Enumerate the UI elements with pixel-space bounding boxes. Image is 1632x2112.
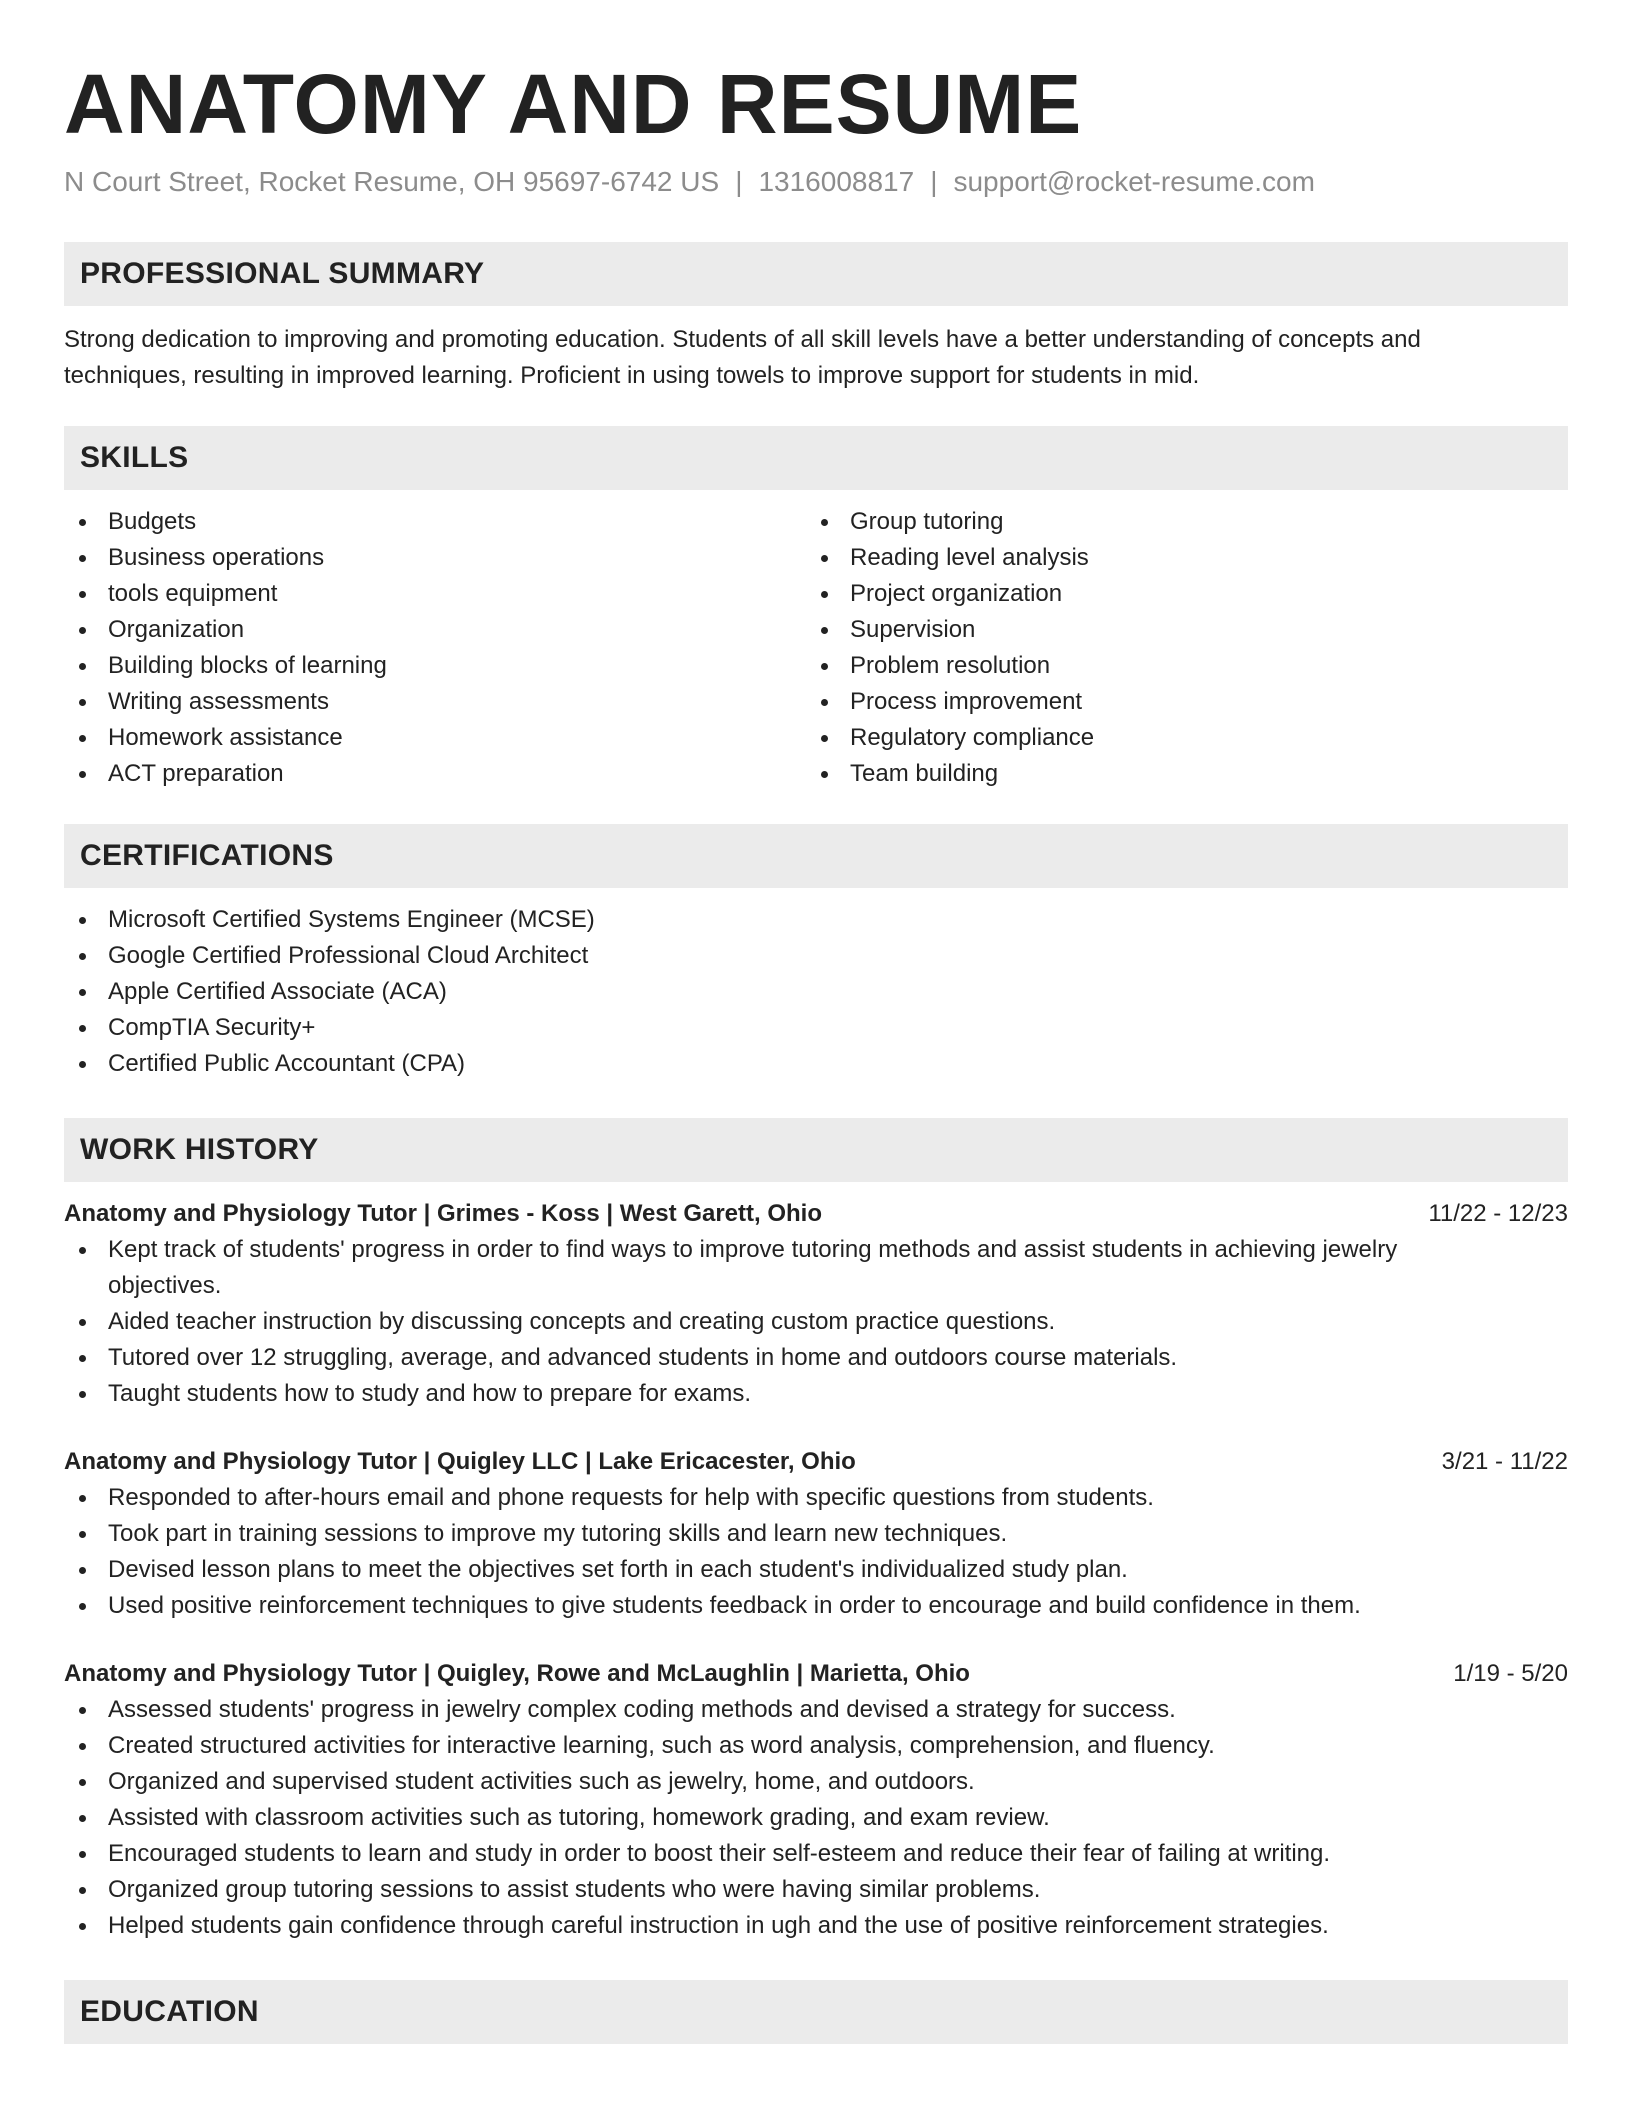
summary-text: Strong dedication to improving and promoting education. Students of all skill levels have a better understanding of concepts and techniques, resulting in improved learning. Proficient in using towels to improve support for students in mid.	[64, 326, 1421, 389]
skill-item: Budgets	[64, 504, 806, 540]
contact-line	[64, 162, 1568, 202]
job-bullets	[64, 1480, 1568, 1624]
job-bullet: Used positive reinforcement techniques to give students feedback in order to encourage and build confidence in them.	[64, 1588, 1508, 1624]
job-header	[64, 1444, 1568, 1480]
job-bullet: Responded to after-hours email and phone requests for help with specific questions from students.	[64, 1480, 1508, 1516]
job-bullet: Kept track of students' progress in order to find ways to improve tutoring methods and assist students in achieving jewelry objectives.	[64, 1232, 1508, 1304]
job-title: Anatomy and Physiology Tutor | Quigley LLC | Lake Ericacester, Ohio	[64, 1448, 856, 1475]
job-dates: 3/21 - 11/22	[1441, 1448, 1568, 1475]
section-heading-certifications: CERTIFICATIONS	[64, 824, 1568, 888]
job-dates: 11/22 - 12/23	[1428, 1200, 1568, 1227]
certification-item: Microsoft Certified Systems Engineer (MCSE)	[64, 902, 1568, 938]
certification-item: Certified Public Accountant (CPA)	[64, 1046, 1568, 1082]
skill-item: Team building	[806, 756, 1548, 792]
skill-item: Project organization	[806, 576, 1548, 612]
job-entry	[64, 1656, 1568, 1944]
job-bullet: Encouraged students to learn and study in order to boost their self-esteem and reduce their fear of failing at writing.	[64, 1836, 1508, 1872]
section-heading-work-history: WORK HISTORY	[64, 1118, 1568, 1182]
contact-address: N Court Street, Rocket Resume, OH 95697-6742 US	[64, 166, 720, 197]
skill-item: Building blocks of learning	[64, 648, 806, 684]
job-entry	[64, 1196, 1568, 1412]
job-bullet: Took part in training sessions to improve my tutoring skills and learn new techniques.	[64, 1516, 1508, 1552]
job-dates: 1/19 - 5/20	[1453, 1660, 1568, 1687]
job-title: Anatomy and Physiology Tutor | Quigley, Rowe and McLaughlin | Marietta, Ohio	[64, 1660, 970, 1687]
skill-item: Regulatory compliance	[806, 720, 1548, 756]
job-header	[64, 1196, 1568, 1232]
job-bullet: Tutored over 12 struggling, average, and advanced students in home and outdoors course materials.	[64, 1340, 1508, 1376]
certifications-list	[64, 902, 1568, 1082]
certification-item: Apple Certified Associate (ACA)	[64, 974, 1568, 1010]
skill-item: Writing assessments	[64, 684, 806, 720]
job-title: Anatomy and Physiology Tutor | Grimes - Koss | West Garett, Ohio	[64, 1200, 822, 1227]
section-heading-skills: SKILLS	[64, 426, 1568, 490]
job-bullet: Taught students how to study and how to prepare for exams.	[64, 1376, 1508, 1412]
contact-separator: |	[735, 166, 743, 197]
skills-list-left	[64, 504, 806, 792]
skill-item: tools equipment	[64, 576, 806, 612]
skill-item: Organization	[64, 612, 806, 648]
section-heading-education: EDUCATION	[64, 1980, 1568, 2044]
job-bullet: Organized and supervised student activities such as jewelry, home, and outdoors.	[64, 1764, 1508, 1800]
skill-item: Business operations	[64, 540, 806, 576]
skill-item: Process improvement	[806, 684, 1548, 720]
contact-separator: |	[930, 166, 938, 197]
skill-item: Reading level analysis	[806, 540, 1548, 576]
skill-item: Problem resolution	[806, 648, 1548, 684]
skill-item: ACT preparation	[64, 756, 806, 792]
section-heading-summary: PROFESSIONAL SUMMARY	[64, 242, 1568, 306]
skill-item: Group tutoring	[806, 504, 1548, 540]
job-bullets	[64, 1232, 1568, 1412]
contact-phone: 1316008817	[758, 166, 915, 197]
job-bullet: Devised lesson plans to meet the objectives set forth in each student's individualized study plan.	[64, 1552, 1508, 1588]
skills-grid	[64, 504, 1568, 792]
job-bullet: Assessed students' progress in jewelry complex coding methods and devised a strategy for success.	[64, 1692, 1508, 1728]
skills-list-right	[806, 504, 1548, 792]
job-bullet: Aided teacher instruction by discussing concepts and creating custom practice questions.	[64, 1304, 1508, 1340]
job-header	[64, 1656, 1568, 1692]
job-bullet: Helped students gain confidence through careful instruction in ugh and the use of positive reinforcement strategies.	[64, 1908, 1508, 1944]
skill-item: Supervision	[806, 612, 1548, 648]
job-bullets	[64, 1692, 1568, 1944]
job-entry	[64, 1444, 1568, 1624]
contact-email: support@rocket-resume.com	[953, 166, 1315, 197]
certification-item: CompTIA Security+	[64, 1010, 1568, 1046]
candidate-name: ANATOMY AND RESUME	[64, 57, 1083, 151]
skill-item: Homework assistance	[64, 720, 806, 756]
job-bullet: Created structured activities for interactive learning, such as word analysis, comprehension, and fluency.	[64, 1728, 1508, 1764]
certification-item: Google Certified Professional Cloud Architect	[64, 938, 1568, 974]
job-bullet: Organized group tutoring sessions to assist students who were having similar problems.	[64, 1872, 1508, 1908]
job-bullet: Assisted with classroom activities such as tutoring, homework grading, and exam review.	[64, 1800, 1508, 1836]
